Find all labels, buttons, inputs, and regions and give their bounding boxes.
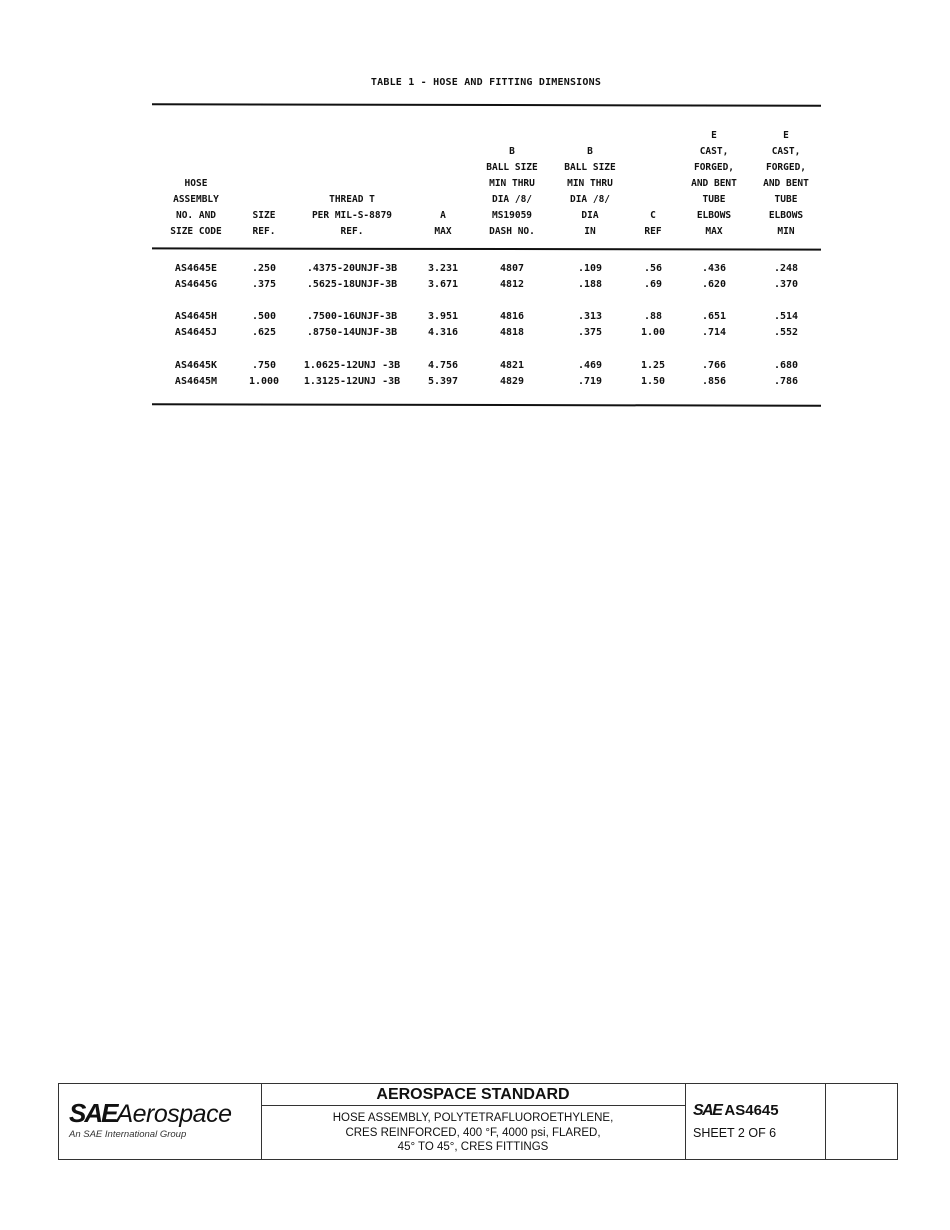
- header-line: E: [711, 130, 717, 141]
- header-line: B: [509, 146, 515, 157]
- table-cell-thread: 1.3125-12UNJ -3B: [303, 376, 401, 387]
- logo-aerospace-text: Aerospace: [116, 1100, 232, 1128]
- table-cell-size: .375: [251, 279, 277, 290]
- table-cell-thread: .8750-14UNJF-3B: [306, 327, 398, 338]
- header-line: ASSEMBLY: [173, 194, 219, 205]
- header-line: MIN THRU: [567, 178, 613, 189]
- table-cell-emax: .651: [701, 311, 727, 322]
- table-cell-size: .250: [251, 263, 277, 274]
- column-header-hose: [151, 120, 241, 240]
- header-line: MAX: [434, 226, 452, 237]
- header-line: BALL SIZE: [564, 162, 616, 173]
- header-line: CAST,: [699, 146, 729, 157]
- table-cell-size: .500: [251, 311, 277, 322]
- table-cell-emin: .370: [773, 279, 799, 290]
- table-header-rule: [152, 247, 821, 250]
- header-line: E: [783, 130, 789, 141]
- sae-aerospace-logo: [69, 1098, 232, 1129]
- table-cell-emax: .714: [701, 327, 727, 338]
- table-cell-b1: 4812: [499, 279, 525, 290]
- standard-title: AEROSPACE STANDARD: [376, 1086, 570, 1103]
- blank-cell: [825, 1084, 897, 1159]
- table-cell-b2: .188: [577, 279, 603, 290]
- table-cell-a: 5.397: [427, 376, 459, 387]
- table-cell-emax: .436: [701, 263, 727, 274]
- title-divider: [261, 1105, 685, 1106]
- header-line: TUBE: [702, 194, 726, 205]
- header-line: MS19059: [491, 210, 533, 221]
- logo-tagline: An SAE International Group: [69, 1129, 187, 1140]
- table-title: TABLE 1 - HOSE AND FITTING DIMENSIONS: [370, 77, 602, 88]
- header-line: THREAD T: [329, 194, 375, 205]
- header-line: FORGED,: [693, 162, 735, 173]
- sheet-number: SHEET 2 OF 6: [693, 1126, 777, 1140]
- table-cell-hose: AS4645M: [174, 376, 218, 387]
- header-line: DIA /8/: [569, 194, 611, 205]
- table-cell-b1: 4818: [499, 327, 525, 338]
- header-line: PER MIL-S-8879: [311, 210, 393, 221]
- table-cell-emin: .680: [773, 360, 799, 371]
- table-cell-b2: .109: [577, 263, 603, 274]
- header-line: MIN: [777, 226, 795, 237]
- table-cell-c: .69: [643, 279, 663, 290]
- table-cell-thread: 1.0625-12UNJ -3B: [303, 360, 401, 371]
- header-line: TUBE: [774, 194, 798, 205]
- table-cell-emax: .766: [701, 360, 727, 371]
- column-header-b1: [472, 120, 552, 240]
- header-line: B: [587, 146, 593, 157]
- table-cell-c: .56: [643, 263, 663, 274]
- table-cell-size: .750: [251, 360, 277, 371]
- header-line: DASH NO.: [489, 226, 535, 237]
- logo-sae-text: SAE: [69, 1098, 117, 1128]
- header-line: ELBOWS: [696, 210, 732, 221]
- header-line: HOSE: [184, 178, 208, 189]
- header-line: CAST,: [771, 146, 801, 157]
- table-cell-c: .88: [643, 311, 663, 322]
- table-cell-size: .625: [251, 327, 277, 338]
- table-cell-b1: 4821: [499, 360, 525, 371]
- doc-number-text: AS4645: [724, 1102, 779, 1119]
- table-cell-a: 4.756: [427, 360, 459, 371]
- table-cell-b2: .313: [577, 311, 603, 322]
- table-cell-hose: AS4645J: [174, 327, 218, 338]
- column-header-size: [239, 120, 289, 240]
- header-line: A: [440, 210, 446, 221]
- header-line: REF.: [340, 226, 364, 237]
- table-cell-b2: .469: [577, 360, 603, 371]
- table-cell-thread: .5625-18UNJF-3B: [306, 279, 398, 290]
- standard-description: [261, 1111, 685, 1155]
- column-header-b2: [550, 120, 630, 240]
- table-cell-hose: AS4645E: [174, 263, 218, 274]
- doc-sae-logo: SAE: [693, 1102, 722, 1119]
- table-cell-emax: .856: [701, 376, 727, 387]
- header-line: BALL SIZE: [486, 162, 538, 173]
- table-cell-a: 3.951: [427, 311, 459, 322]
- table-cell-hose: AS4645K: [174, 360, 218, 371]
- table-cell-emin: .786: [773, 376, 799, 387]
- table-cell-c: 1.25: [640, 360, 666, 371]
- document-number: [693, 1102, 779, 1120]
- table-cell-thread: .7500-16UNJF-3B: [306, 311, 398, 322]
- table-cell-a: 3.231: [427, 263, 459, 274]
- table-cell-emax: .620: [701, 279, 727, 290]
- table-cell-c: 1.50: [640, 376, 666, 387]
- column-header-emin: [751, 120, 821, 240]
- table-cell-a: 4.316: [427, 327, 459, 338]
- header-line: REF.: [252, 226, 276, 237]
- header-line: AND BENT: [763, 178, 809, 189]
- table-cell-b2: .719: [577, 376, 603, 387]
- header-line: SIZE: [252, 210, 276, 221]
- column-header-c: [633, 120, 673, 240]
- logo-cell: [59, 1084, 262, 1159]
- column-header-a: [418, 120, 468, 240]
- table-cell-thread: .4375-20UNJF-3B: [306, 263, 398, 274]
- table-cell-b1: 4807: [499, 263, 525, 274]
- table-cell-hose: AS4645G: [174, 279, 218, 290]
- table-cell-b1: 4816: [499, 311, 525, 322]
- table-cell-b2: .375: [577, 327, 603, 338]
- document-cell: [685, 1084, 826, 1159]
- header-line: NO. AND: [175, 210, 217, 221]
- column-header-emax: [679, 120, 749, 240]
- table-cell-c: 1.00: [640, 327, 666, 338]
- table-cell-emin: .552: [773, 327, 799, 338]
- header-line: MIN THRU: [489, 178, 535, 189]
- table-cell-hose: AS4645H: [174, 311, 218, 322]
- header-line: DIA: [581, 210, 599, 221]
- table-top-rule: [152, 103, 821, 107]
- header-line: DIA /8/: [491, 194, 533, 205]
- description-line: CRES REINFORCED, 400 °F, 4000 psi, FLARED,: [345, 1126, 601, 1139]
- column-header-thread: [292, 120, 412, 240]
- table-cell-emin: .248: [773, 263, 799, 274]
- table-cell-b1: 4829: [499, 376, 525, 387]
- title-block: [58, 1083, 898, 1160]
- table-cell-emin: .514: [773, 311, 799, 322]
- header-line: AND BENT: [691, 178, 737, 189]
- header-line: IN: [584, 226, 596, 237]
- description-line: 45° TO 45°, CRES FITTINGS: [397, 1141, 549, 1153]
- table-bottom-rule: [152, 403, 821, 406]
- header-line: SIZE CODE: [170, 226, 222, 237]
- header-line: MAX: [705, 226, 723, 237]
- description-line: HOSE ASSEMBLY, POLYTETRAFLUOROETHYLENE,: [332, 1112, 614, 1124]
- header-line: REF: [644, 226, 662, 237]
- header-line: C: [650, 210, 656, 221]
- table-cell-a: 3.671: [427, 279, 459, 290]
- header-line: ELBOWS: [768, 210, 804, 221]
- standard-cell: [261, 1084, 686, 1159]
- header-line: FORGED,: [765, 162, 807, 173]
- table-cell-size: 1.000: [248, 376, 280, 387]
